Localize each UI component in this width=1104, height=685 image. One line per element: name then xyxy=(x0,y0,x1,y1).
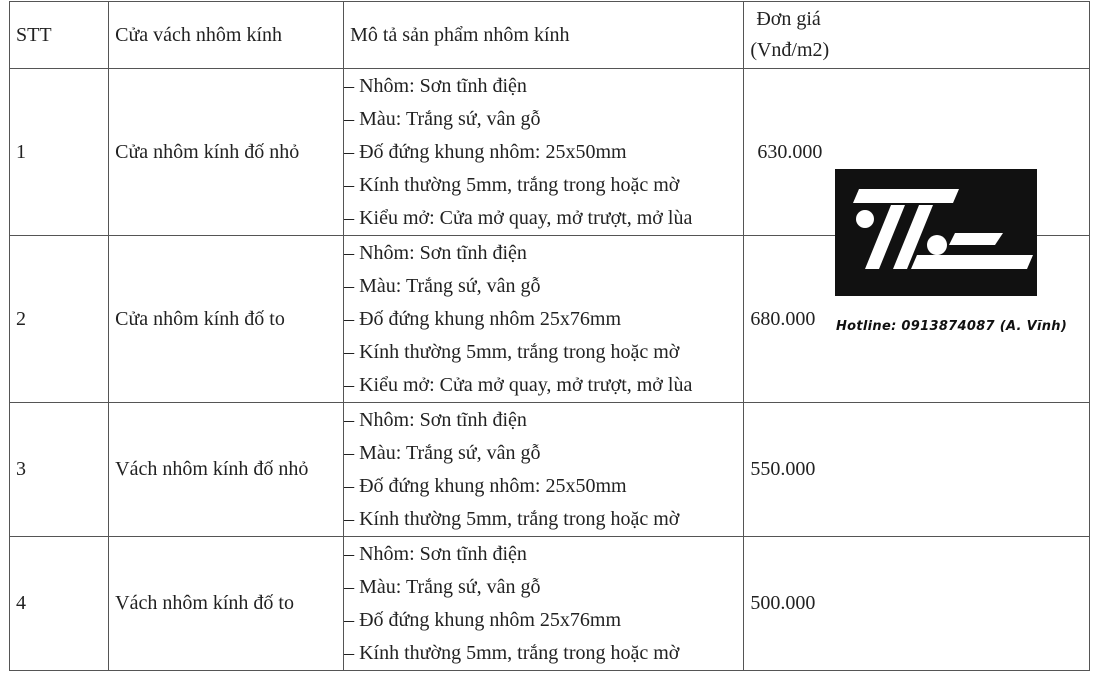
desc-line: – Kính thường 5mm, trắng trong hoặc mờ xyxy=(344,340,680,363)
hotline-text: Hotline: 0913874087 (A. Vĩnh) xyxy=(836,319,1068,334)
desc-line: – Kính thường 5mm, trắng trong hoặc mờ xyxy=(344,173,680,196)
row-product-name: Cửa nhôm kính đố nhỏ xyxy=(109,69,344,236)
row-product-name: Vách nhôm kính đố to xyxy=(109,537,344,671)
row-description xyxy=(344,537,744,671)
desc-line: – Đố đứng khung nhôm: 25x50mm xyxy=(344,474,627,497)
row-stt: 1 xyxy=(10,69,109,236)
row-product-name: Cửa nhôm kính đố to xyxy=(109,236,344,403)
desc-line: – Nhôm: Sơn tĩnh điện xyxy=(344,408,527,431)
desc-line: – Màu: Trắng sứ, vân gỗ xyxy=(344,441,541,464)
desc-line: – Đố đứng khung nhôm 25x76mm xyxy=(344,608,622,631)
header-price-line1: Đơn giá xyxy=(756,8,821,30)
price-table xyxy=(9,1,1090,671)
desc-line: – Nhôm: Sơn tĩnh điện xyxy=(344,241,527,264)
header-stt: STT xyxy=(10,2,109,69)
row-description xyxy=(344,403,744,537)
desc-line: – Đố đứng khung nhôm 25x76mm xyxy=(344,307,622,330)
row-price: 500.000 xyxy=(744,537,1090,671)
desc-line: – Kiểu mở: Cửa mở quay, mở trượt, mở lùa xyxy=(344,206,693,229)
row-stt: 2 xyxy=(10,236,109,403)
table-header-row xyxy=(10,2,1090,69)
desc-line: – Màu: Trắng sứ, vân gỗ xyxy=(344,107,541,130)
desc-line: – Kính thường 5mm, trắng trong hoặc mờ xyxy=(344,507,680,530)
row-stt: 4 xyxy=(10,537,109,671)
header-price xyxy=(744,2,1090,69)
header-product: Cửa vách nhôm kính xyxy=(109,2,344,69)
desc-line: – Nhôm: Sơn tĩnh điện xyxy=(344,542,527,565)
row-stt: 3 xyxy=(10,403,109,537)
logo-graphic xyxy=(835,169,1037,296)
row-product-name: Vách nhôm kính đố nhỏ xyxy=(109,403,344,537)
desc-line: – Kính thường 5mm, trắng trong hoặc mờ xyxy=(344,641,680,664)
row-description xyxy=(344,236,744,403)
desc-line: – Đố đứng khung nhôm: 25x50mm xyxy=(344,140,627,163)
row-price: 550.000 xyxy=(744,403,1090,537)
desc-line: – Màu: Trắng sứ, vân gỗ xyxy=(344,274,541,297)
row-description xyxy=(344,69,744,236)
desc-line: – Màu: Trắng sứ, vân gỗ xyxy=(344,575,541,598)
header-description: Mô tả sản phẩm nhôm kính xyxy=(344,2,744,69)
desc-line: – Nhôm: Sơn tĩnh điện xyxy=(344,74,527,97)
table-row xyxy=(10,403,1090,537)
header-price-line2: (Vnđ/m2) xyxy=(750,39,830,61)
desc-line: – Kiểu mở: Cửa mở quay, mở trượt, mở lùa xyxy=(344,373,693,396)
row-price: 630.000 xyxy=(744,69,1090,236)
table-row xyxy=(10,537,1090,671)
row-price: 680.000 xyxy=(744,236,1090,403)
company-logo-icon xyxy=(835,169,1037,296)
